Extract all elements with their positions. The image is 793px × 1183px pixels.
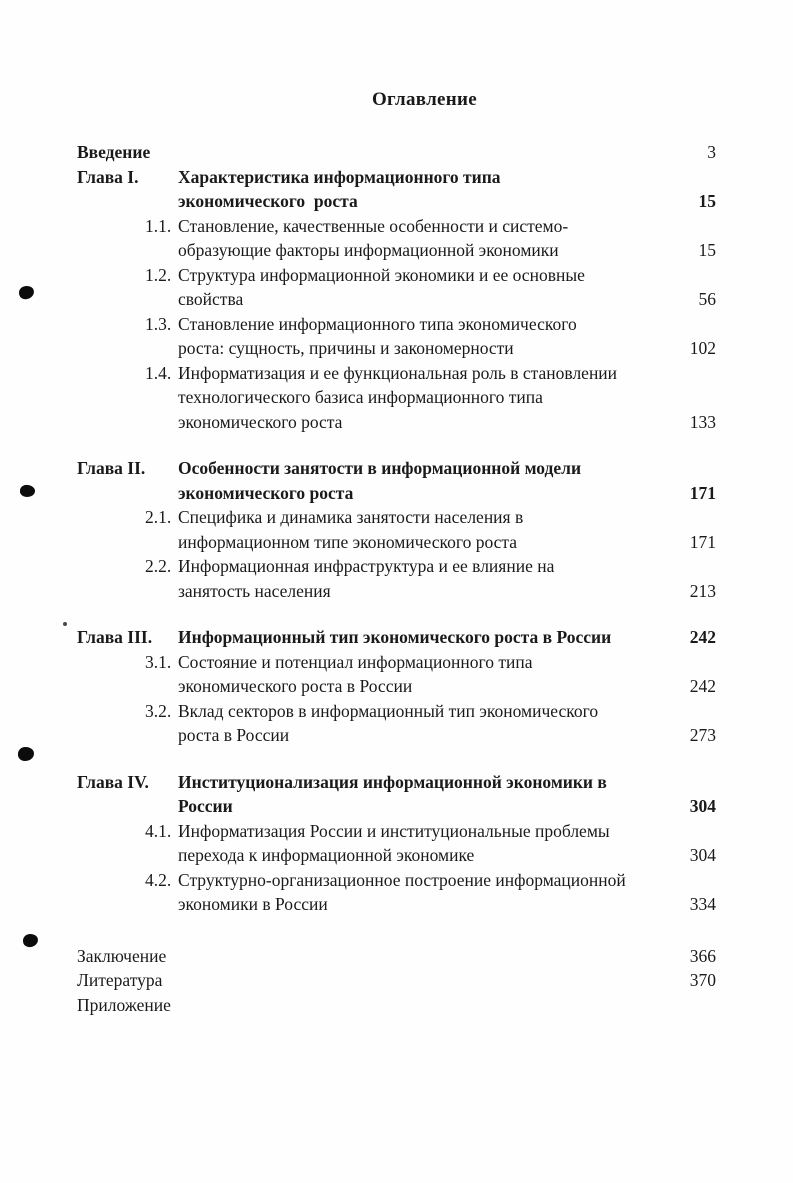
item-number: 2.2. — [145, 556, 172, 576]
toc-sub-entry — [77, 868, 716, 917]
page-number: 171 — [689, 531, 716, 552]
entry-text — [178, 625, 664, 650]
chapter-label: Глава I. — [77, 166, 139, 187]
line-text: роста в России — [178, 725, 290, 745]
entry-line — [77, 993, 664, 1018]
entry-line — [145, 214, 664, 239]
entry-line — [178, 287, 664, 312]
line-text: свойства — [178, 289, 244, 309]
item-number: 2.1. — [145, 507, 172, 527]
line-text: Структура информационной экономики и ее основные — [178, 264, 585, 285]
line-text: Информационная инфраструктура и ее влияние на — [178, 556, 555, 576]
entry-line — [145, 650, 664, 675]
line-text: информационном типе экономического роста — [178, 531, 518, 552]
line-text: Заключение — [77, 945, 167, 966]
entry-text — [77, 944, 664, 969]
line-text: Становление информационного типа экономического — [178, 313, 577, 334]
entry-text — [145, 868, 664, 917]
entry-line — [178, 456, 664, 481]
entry-text — [145, 214, 664, 263]
item-number: 3.1. — [145, 651, 172, 672]
item-number: 1.3. — [145, 313, 172, 334]
entry-text — [145, 361, 664, 435]
speck — [63, 622, 67, 626]
item-number: 1.4. — [145, 362, 172, 383]
page-number: 15 — [698, 191, 716, 211]
entry-text — [77, 993, 664, 1018]
item-number: 1.2. — [145, 264, 172, 285]
entry-line — [145, 505, 664, 530]
line-text: занятость населения — [178, 580, 331, 601]
line-text: России — [178, 796, 233, 816]
entry-text — [77, 140, 664, 165]
line-text: Литература — [77, 970, 163, 990]
entry-line — [178, 843, 664, 868]
line-text: экономического роста — [178, 482, 354, 503]
page-number: 213 — [689, 580, 716, 601]
entry-line — [178, 165, 664, 190]
entry-text — [145, 263, 664, 312]
line-text: Приложение — [77, 994, 171, 1015]
line-text: Вклад секторов в информационный тип экономического — [178, 700, 599, 721]
toc-sub-entry — [77, 263, 716, 312]
toc-chapter-entry — [77, 770, 716, 819]
item-number: 3.2. — [145, 700, 172, 721]
toc-entry — [77, 993, 716, 1018]
entry-text — [145, 650, 664, 699]
toc-chapter-entry — [77, 165, 716, 214]
entry-line — [178, 770, 664, 795]
page-number: 370 — [689, 970, 716, 990]
page-number: 56 — [698, 289, 716, 309]
toc-entry — [77, 968, 716, 993]
entry-line — [178, 625, 664, 650]
entry-line — [145, 868, 664, 893]
entry-line — [178, 385, 664, 410]
line-text: Введение — [77, 142, 151, 162]
page-number: 15 — [698, 240, 716, 260]
page-number: 171 — [689, 482, 716, 503]
entry-line — [178, 410, 664, 435]
toc-sub-entry — [77, 819, 716, 868]
line-text: Особенности занятости в информационной модели — [178, 458, 582, 478]
entry-line — [178, 723, 664, 748]
toc-chapter-entry — [77, 456, 716, 505]
entry-line — [178, 189, 664, 214]
line-text: образующие факторы информационной экономики — [178, 240, 559, 260]
chapter-label: Глава IV. — [77, 771, 149, 792]
page-number: 242 — [689, 627, 716, 647]
item-number: 4.1. — [145, 820, 172, 841]
line-text: Состояние и потенциал информационного типа — [178, 651, 533, 672]
line-text: Специфика и динамика занятости населения в — [178, 507, 524, 527]
toc-sub-entry — [77, 650, 716, 699]
line-text: Институционализация информационной экономики в — [178, 771, 607, 792]
entry-line — [178, 336, 664, 361]
line-text: экономического роста — [178, 191, 358, 211]
line-text: Структурно-организационное построение информационной — [178, 869, 626, 890]
toc-sub-entry — [77, 214, 716, 263]
page-title: Оглавление — [371, 89, 478, 110]
toc-entry — [77, 944, 716, 969]
entry-line — [178, 238, 664, 263]
page-number: 242 — [689, 676, 716, 696]
entry-line — [178, 579, 664, 604]
entry-line — [178, 794, 664, 819]
page-number: 334 — [689, 894, 716, 914]
chapter-label: Глава III. — [77, 627, 153, 647]
entry-line — [178, 674, 664, 699]
entry-line — [145, 819, 664, 844]
line-text: Информационный тип экономического роста в России — [178, 627, 612, 647]
item-number: 4.2. — [145, 869, 172, 890]
page-number: 273 — [689, 725, 716, 745]
page-number: 304 — [689, 845, 716, 865]
page-number: 133 — [689, 411, 716, 432]
toc-sub-entry — [77, 361, 716, 435]
toc-sub-entry — [77, 699, 716, 748]
line-text: Становление, качественные особенности и системо- — [178, 215, 569, 236]
page-number: 102 — [689, 338, 716, 358]
entry-line — [145, 361, 664, 386]
entry-text — [145, 554, 664, 603]
line-text: Информатизация России и институциональные проблемы — [178, 820, 610, 841]
entry-line — [178, 530, 664, 555]
entry-line — [145, 312, 664, 337]
entry-text — [145, 699, 664, 748]
toc-entries — [0, 140, 793, 1017]
entry-text — [145, 819, 664, 868]
entry-line — [77, 968, 664, 993]
entry-text — [145, 312, 664, 361]
entry-text — [178, 165, 664, 214]
entry-line — [77, 944, 664, 969]
entry-line — [77, 140, 664, 165]
line-text: экономики в России — [178, 894, 328, 914]
chapter-label: Глава II. — [77, 458, 146, 478]
toc-chapter-entry — [77, 625, 716, 650]
page-number: 3 — [707, 142, 716, 162]
line-text: перехода к информационной экономике — [178, 845, 475, 865]
toc-sub-entry — [77, 505, 716, 554]
entry-line — [145, 554, 664, 579]
toc-entry — [77, 140, 716, 165]
page-number: 366 — [689, 945, 716, 966]
line-text: Характеристика информационного типа — [178, 166, 501, 187]
line-text: Информатизация и ее функциональная роль в становлении — [178, 362, 618, 383]
line-text: технологического базиса информационного типа — [178, 387, 543, 407]
entry-text — [178, 770, 664, 819]
entry-text — [145, 505, 664, 554]
toc-sub-entry — [77, 312, 716, 361]
page-number: 304 — [689, 796, 716, 816]
entry-line — [178, 481, 664, 506]
entry-text — [178, 456, 664, 505]
toc-sub-entry — [77, 554, 716, 603]
line-text: экономического роста в России — [178, 676, 413, 696]
entry-line — [178, 892, 664, 917]
line-text: роста: сущность, причины и закономерности — [178, 338, 514, 358]
entry-line — [145, 699, 664, 724]
item-number: 1.1. — [145, 215, 172, 236]
entry-line — [145, 263, 664, 288]
line-text: экономического роста — [178, 411, 343, 432]
entry-text — [77, 968, 664, 993]
